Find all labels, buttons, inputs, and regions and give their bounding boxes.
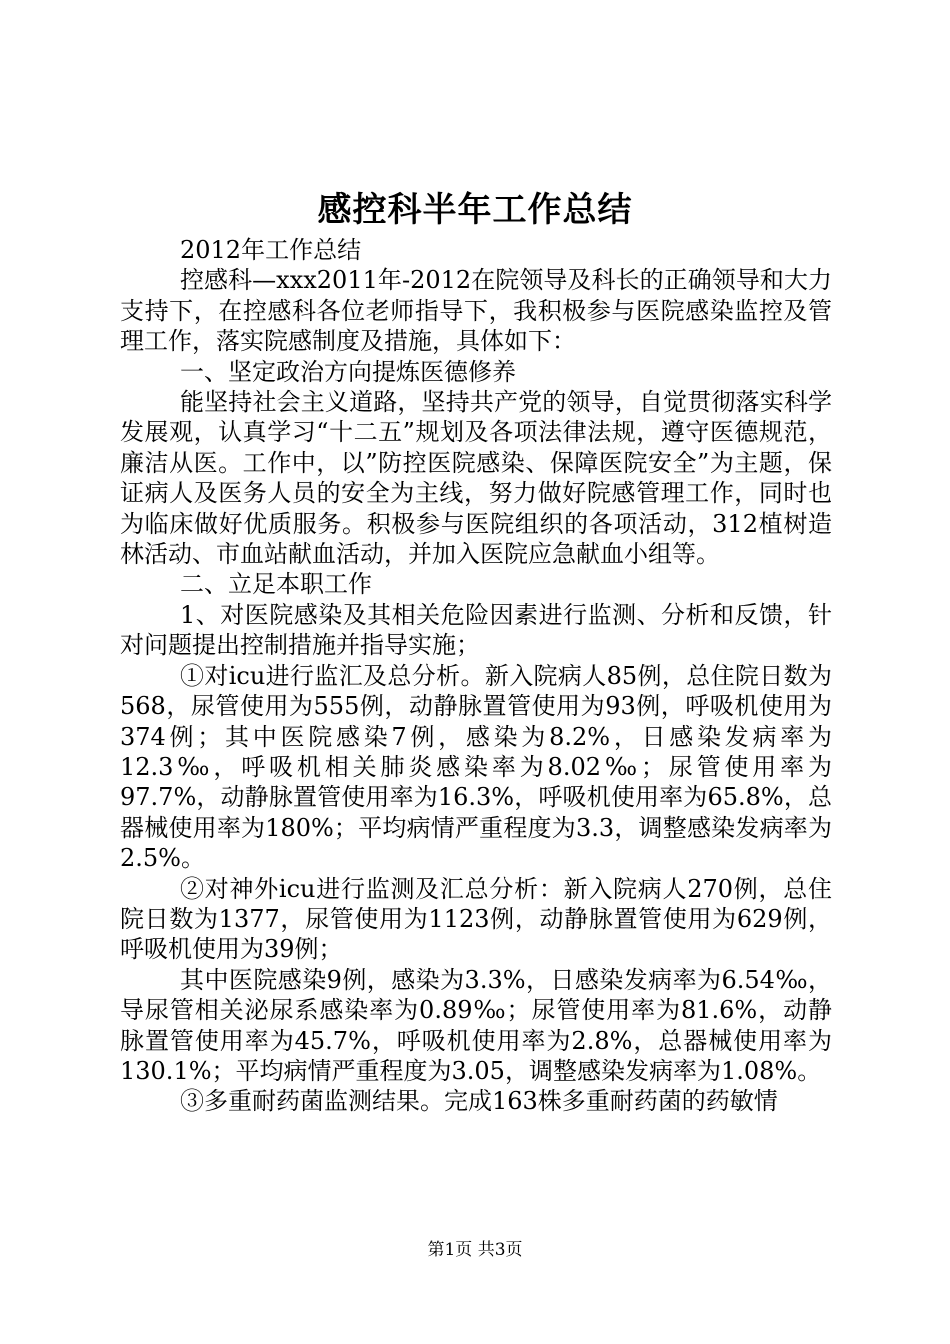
document-body <box>120 235 832 1117</box>
paragraph-neuro-icu-infection: 其中医院感染9例，感染为3.3%，日感染发病率为6.54‰，导尿管相关泌尿系感染率为0.89‰；尿管使用率为81.6%，动静脉置管使用率为45.7%，呼吸机使用率为2.8%，总器械使用率为130.1%；平均病情严重程度为3.05，调整感染发病率为1.08%。 <box>120 965 832 1085</box>
document-title: 感控科半年工作总结 <box>317 190 633 230</box>
heading-section-1: 一、坚定政治方向提炼医德修养 <box>180 357 516 386</box>
paragraph-monitoring: 1、对医院感染及其相关危险因素进行监测、分析和反馈，针对问题提出控制措施并指导实施； <box>120 600 832 660</box>
paragraph-mdro: ③多重耐药菌监测结果。完成163株多重耐药菌的药敏情 <box>180 1087 778 1116</box>
paragraph-politics: 能坚持社会主义道路，坚持共产党的领导，自觉贯彻落实科学发展观，认真学习“十二五”规划及各项法律法规，遵守医德规范，廉洁从医。工作中，以”防控医院感染、保障医院安全”为主题，保证病人及医务人员的安全为主线，努力做好院感管理工作，同时也为临床做好优质服务。积极参与医院组织的各项活动，312植树造林活动、市血站献血活动，并加入医院应急献血小组等。 <box>120 388 832 569</box>
page-footer: 第1页 共3页 <box>427 1240 523 1260</box>
heading-section-2: 二、立足本职工作 <box>180 570 372 599</box>
paragraph-neuro-icu: ②对神外icu进行监测及汇总分析：新入院病人270例，总住院日数为1377，尿管使用为1123例，动静脉置管使用为629例，呼吸机使用为39例； <box>120 874 832 964</box>
paragraph-intro: 控感科—xxx2011年-2012在院领导及科长的正确领导和大力支持下，在控感科各位老师指导下，我积极参与医院感染监控及管理工作，落实院感制度及措施，具体如下： <box>120 266 832 356</box>
paragraph-icu: ①对icu进行监汇及总分析。新入院病人85例，总住院日数为568，尿管使用为555例，动静脉置管使用为93例，呼吸机使用为374例；其中医院感染7例，感染为8.2%，日感染发病率为12.3‰，呼吸机相关肺炎感染率为8.02‰；尿管使用率为97.7%，动静脉置管使用率为16.3%，呼吸机使用率为65.8%，总器械使用率为180%；平均病情严重程度为3.3，调整感染发病率为2.5%。 <box>120 661 832 873</box>
subtitle: 2012年工作总结 <box>180 236 362 264</box>
